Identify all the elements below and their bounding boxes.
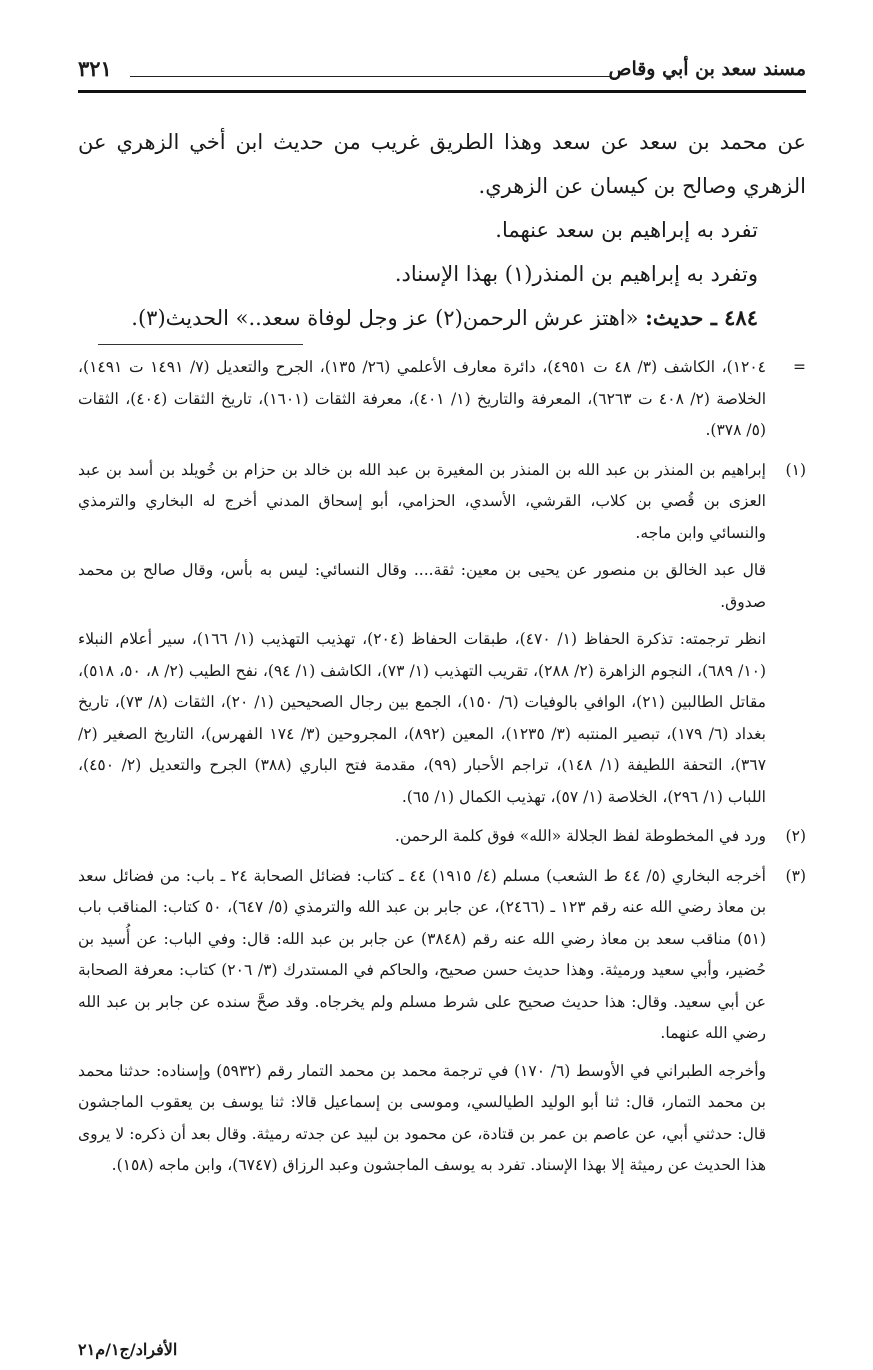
footnote [78,821,806,853]
footnotes [78,352,806,1190]
footnote-mark: (٣) [785,866,806,885]
header-line [130,76,610,77]
header-rule [78,90,806,93]
footnote [78,352,806,447]
running-title: مسند سعد بن أبي وقاص [608,58,806,80]
page-header [78,52,806,92]
hadith-entry [78,296,806,340]
printer-signature: الأفراد/ج١/م٢١ [78,1340,178,1359]
footnote-separator [98,344,303,345]
footnote-text: انظر ترجمته: تذكرة الحفاظ (١/ ٤٧٠)، طبقات الحفاظ (٢٠٤)، تهذيب التهذيب (١/ ١٦٦)، سير أعلام النبلاء (١٠/ ٦٨٩)، النجوم الزاهرة (٢/ ٢٨٨)، تقريب التهذيب (١/ ٧٣)، الكاشف (١/ ٩٤)، نفح الطيب (٢/ ٨، ٥٠، ٥١٨)، مقاتل الطالبين (٢١)، الوافي بالوفيات (٦/ ١٥٠)، الجمع بين رجال الصحيحين (١/ ٢٠)، الثقات (٨/ ٧٣)، تاريخ بغداد (٦/ ١٧٩)، تبصير المنتبه (٣/ ١٢٣٥)، المعين (٨٩٢)، المجروحين (٣/ ١٧٤ الفهرس)، التاريخ الصغير (٢/ ٣٦٧)، التحفة اللطيفة (١/ ١٤٨)، تراجم الأحبار (٩٩)، مقدمة فتح الباري (٣٨٨) الجرح والتعديل (٢/ ٤٥٠)، اللباب (١/ ٢٩٦)، الخلاصة (١/ ٥٧)، تهذيب الكمال (١/ ٦٥). [78,630,767,806]
footnote-text: إبراهيم بن المنذر بن عبد الله بن المنذر بن المغيرة بن عبد الله بن خالد بن حزام بن خُويلد بن أسد بن عبد العزى بن قُصي بن كلاب، القرشي، الأسدي، الحزامي، أبو إسحاق المدني أخرج له البخاري والترمذي والنسائي وابن ماجه. [78,460,766,542]
footnote-text: وأخرجه الطبراني في الأوسط (٦/ ١٧٠) في ترجمة محمد بن محمد التمار رقم (٥٩٣٢) وإسناده: حدثنا محمد بن محمد التمار، قال: ثنا أبو الوليد الطيالسي، وموسى بن إسماعيل قالا: ثنا يوسف بن يعقوب الماجشون قال: حدثني أبي، عن عاصم بن عمر بن قتادة، عن محمود بن لبيد عن جدته رميثة. وقال بعد أن ذكره: لا يروى هذا الحديث عن رميثة إلا بهذا الإسناد. تفرد به يوسف الماجشون وعبد الرزاق (٦٧٤٧)، وابن ماجه (١٥٨). [78,1061,766,1174]
footnote-mark: (٢) [785,827,806,845]
main-paragraph: عن محمد بن سعد عن سعد وهذا الطريق غريب من حديث ابن أخي الزهري عن الزهري وصالح بن كيسان عن الزهري. [78,130,806,198]
footnote [78,455,806,814]
hadith-number: ٤٨٤ ـ حديث: [645,305,758,330]
hadith-text: «اهتز عرش الرحمن(٢) عز وجل لوفاة سعد..» الحديث(٣). [131,306,639,330]
main-paragraph: تفرد به إبراهيم بن سعد عنهما. [495,218,758,242]
footnote-text: ورد في المخطوطة لفظ الجلالة «الله» فوق كلمة الرحمن. [394,827,766,845]
footnote-text: قال عبد الخالق بن منصور عن يحيى بن معين: ثقة.... وقال النسائي: ليس به بأس، وقال صالح بن محمد صدوق. [78,561,766,611]
footnote-text: ١٢٠٤)، الكاشف (٣/ ٤٨ ت ٤٩٥١)، دائرة معارف الأعلمي (٢٦/ ١٣٥)، الجرح والتعديل (٧/ ١٤٩١ ت ١٤٩١)، الخلاصة (٢/ ٤٠٨ ت ٦٢٦٣)، المعرفة والتاريخ (١/ ٤٠١)، معرفة الثقات (١٦٠١)، تاريخ الثقات (٤٠٤)، الثقات (٥/ ٣٧٨). [78,358,767,439]
footnote-mark: = [793,358,806,376]
page-number: ٣٢١ [78,56,112,81]
main-text [78,120,806,340]
footnote-mark: (١) [785,460,806,479]
footnote-text: أخرجه البخاري (٥/ ٤٤ ط الشعب) مسلم (٤/ ١٩١٥) ٤٤ ـ كتاب: فضائل الصحابة ٢٤ ـ باب: من فضائل سعد بن معاذ رضي الله عنه رقم ١٢٣ ـ (٢٤٦٦)، عن جابر بن عبد الله والترمذي (٥/ ٦٤٧)، ٥٠ كتاب: المناقب باب (٥١) مناقب سعد بن معاذ رضي الله عنه رقم (٣٨٤٨) عن جابر بن عبد الله: قال: وفي الباب: عن أُسيد بن حُضير، وأبي سعيد ورميثة. وهذا حديث حسن صحيح، والحاكم في المستدرك (٣/ ٢٠٦) كتاب: معرفة الصحابة عن أبي سعيد. وقال: هذا حديث صحيح على شرط مسلم ولم يخرجاه. وقد صحَّ سنده عن جابر بن عبد الله رضي الله عنهما. [78,866,767,1042]
footnote [78,861,806,1182]
main-paragraph: وتفرد به إبراهيم بن المنذر(١) بهذا الإسناد. [394,262,758,286]
